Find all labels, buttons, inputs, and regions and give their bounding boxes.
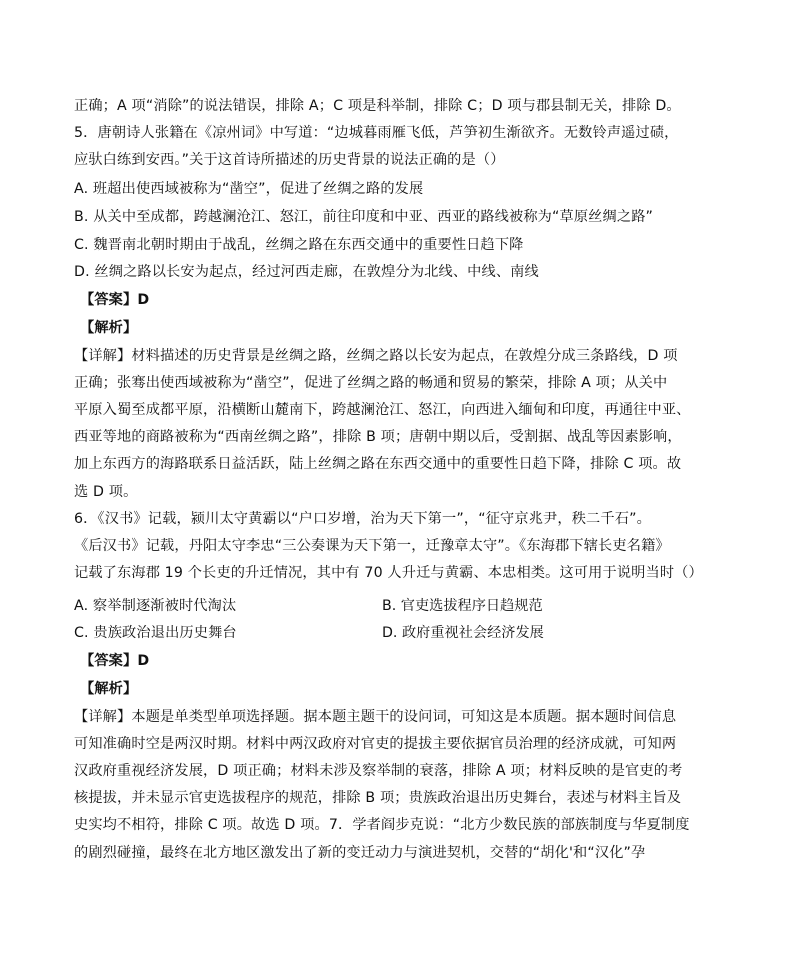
- explanation-line: 【详解】本题是单类型单项选择题。据本题主题干的设问词，可知这是本质题。据本题时间信息: [74, 709, 677, 725]
- explanation-line: 汉政府重视经济发展，D 项正确；材料未涉及察举制的衰落，排除 A 项；材料反映的是官吏的考: [74, 763, 683, 779]
- option-a: A. 察举制逐渐被时代淘汰: [74, 598, 237, 614]
- answer-label: 【答案】D: [80, 292, 150, 308]
- option-c: C. 魏晋南北朝时期由于战乱，丝绸之路在东西交通中的重要性日趋下降: [74, 237, 524, 253]
- question-5-stem: 5．唐朝诗人张籍在《凉州词》中写道：“边城暮雨雁飞低，芦笋初生渐欲齐。无数铃声遥过碛，: [74, 125, 679, 141]
- explanation-line: 选 D 项。: [74, 484, 138, 500]
- option-c: C. 贵族政治退出历史舞台: [74, 625, 237, 641]
- explanation-line: 核提拔，并未显示官吏选拔程序的规范，排除 B 项；贵族政治退出历史舞台，表述与材料主旨及: [74, 790, 682, 806]
- answer-label: 【答案】D: [80, 653, 150, 669]
- analysis-label: 【解析】: [80, 681, 138, 697]
- question-6-stem: 6．《汉书》记载，颍川太守黄霸以“户口岁增，治为天下第一”，“征守京兆尹，秩二千石”。: [74, 511, 651, 527]
- explanation-line: 的剧烈碰撞，最终在北方地区激发出了新的变迁动力与演进契机，交替的“胡化'和“汉化”孕: [74, 845, 646, 861]
- explanation-line: 史实均不相符，排除 C 项。故选 D 项。7．学者阎步克说：“北方少数民族的部族制度与华夏制度: [74, 817, 690, 833]
- explanation-line: 正确；张骞出使西域被称为“凿空”，促进了丝绸之路的畅通和贸易的繁荣，排除 A 项；从关中: [74, 375, 668, 391]
- question-6-stem: 记载了东海郡 19 个长吏的升迁情况，其中有 70 人升迁与黄霸、本忠相类。这可用于说明当时（）: [74, 565, 703, 581]
- explanation-line: 【详解】材料描述的历史背景是丝绸之路，丝绸之路以长安为起点，在敦煌分成三条路线，D 项: [74, 348, 678, 364]
- question-6-stem: 《后汉书》记载，丹阳太守李忠“三公奏课为天下第一，迁豫章太守”。《东海郡下辖长吏名籍》: [74, 538, 670, 554]
- option-b: B. 从关中至成都，跨越澜沧江、怒江，前往印度和中亚、西亚的路线被称为“草原丝绸之路”: [74, 209, 654, 225]
- explanation-line: 可知准确时空是两汉时期。材料中两汉政府对官吏的提拔主要依据官员治理的经济成就，可知两: [74, 736, 677, 752]
- explanation-line: 加上东西方的海路联系日益活跃，陆上丝绸之路在东西交通中的重要性日趋下降，排除 C 项。故: [74, 456, 682, 472]
- text-line: 正确；A 项“消除”的说法错误，排除 A；C 项是科举制，排除 C；D 项与郡县制无关，排除 D。: [74, 98, 681, 114]
- option-d: D. 政府重视社会经济发展: [382, 625, 544, 641]
- option-b: B. 官吏选拔程序日趋规范: [382, 598, 543, 614]
- explanation-line: 平原入蜀至成都平原，沿横断山麓南下，跨越澜沧江、怒江，向西进入缅甸和印度，再通往中亚、: [74, 402, 691, 418]
- analysis-label: 【解析】: [80, 320, 138, 336]
- option-a: A. 班超出使西域被称为“凿空”，促进了丝绸之路的发展: [74, 181, 424, 197]
- option-d: D. 丝绸之路以长安为起点，经过河西走廊，在敦煌分为北线、中线、南线: [74, 264, 539, 280]
- explanation-line: 西亚等地的商路被称为“西南丝绸之路”，排除 B 项；唐朝中期以后，受割据、战乱等因素影响，: [74, 429, 682, 445]
- question-5-stem: 应驮白练到安西。”关于这首诗所描述的历史背景的说法正确的是（）: [74, 152, 505, 168]
